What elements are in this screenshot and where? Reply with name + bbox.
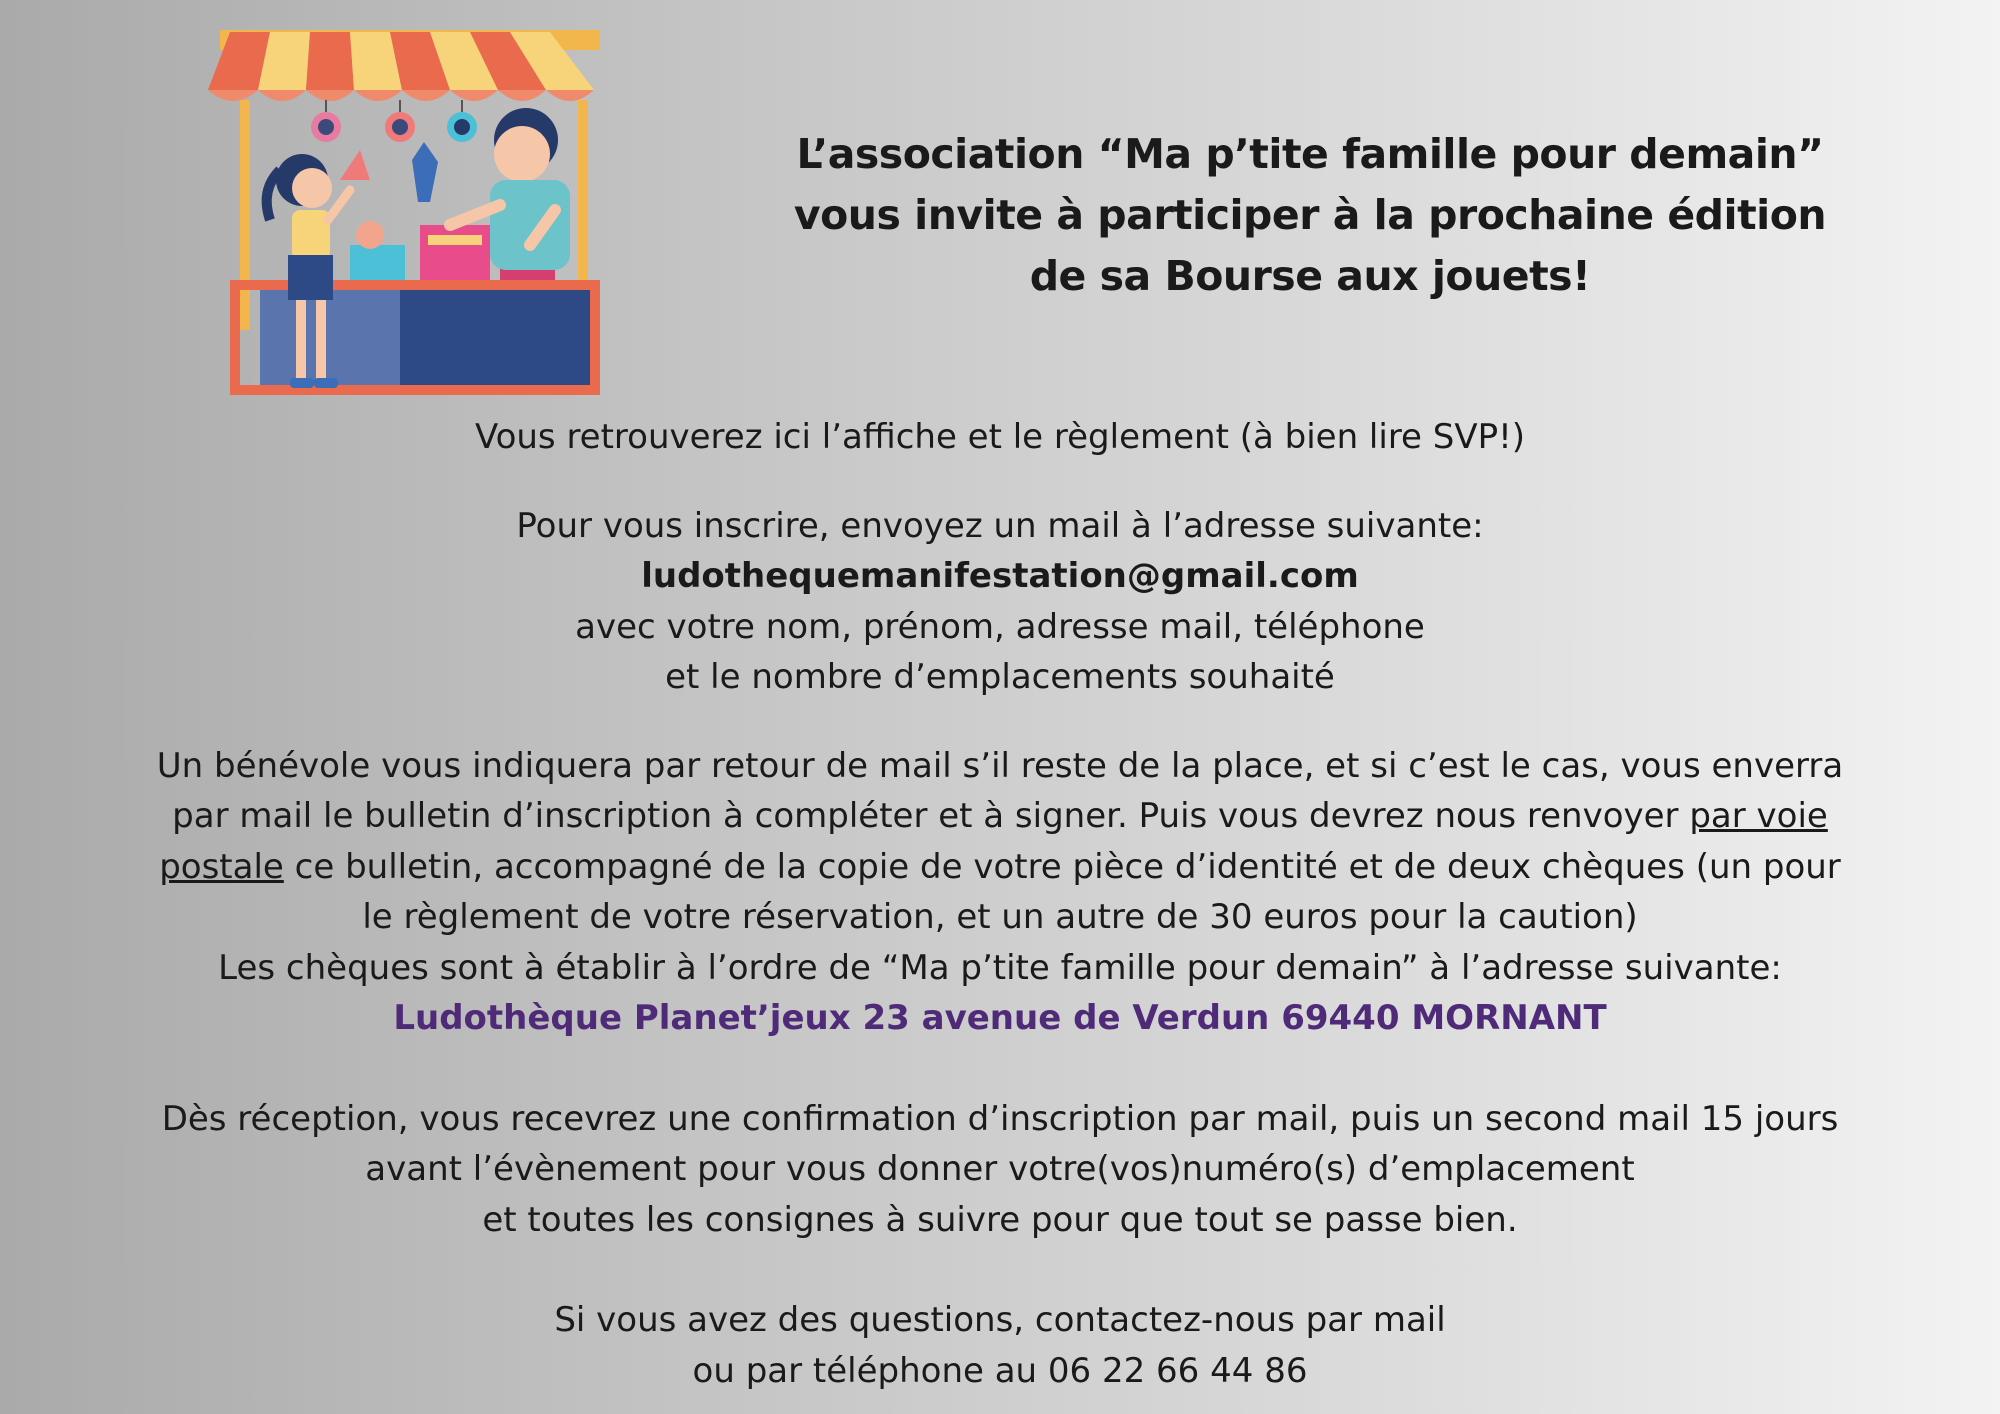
toy-stall-illustration-icon [200, 30, 600, 400]
process-line-2 [80, 791, 1920, 842]
main-content [80, 412, 1920, 1396]
process-line-1: Un bénévole vous indiquera par retour de mail s’il reste de la place, et si c’est le cas, vous enverra [156, 745, 1844, 786]
underlined-par-voie: par voie [1689, 796, 1828, 836]
registration-line-1: Pour vous inscrire, envoyez un mail à l’adresse suivante: [516, 505, 1484, 546]
process-line-4: le règlement de votre réservation, et un autre de 30 euros pour la caution) [362, 897, 1638, 937]
confirmation-line-1: Dès réception, vous recevrez une confirmation d’inscription par mail, puis un second mail 15 jours [161, 1098, 1839, 1139]
postal-address: Ludothèque Planet’jeux 23 avenue de Verdun 69440 MORNANT [393, 998, 1607, 1038]
registration-line-2: avec votre nom, prénom, adresse mail, téléphone [575, 606, 1425, 647]
registration-paragraph [80, 501, 1920, 703]
process-line-5: Les chèques sont à établir à l’ordre de “Ma p’tite famille pour demain” à l’adresse suivante: [218, 947, 1782, 988]
contact-line-1: Si vous avez des questions, contactez-nous par mail [554, 1300, 1446, 1340]
process-line-3-text: ce bulletin, accompagné de la copie de votre pièce d’identité et de deux chèques (un pour [283, 846, 1841, 887]
registration-line-3: et le nombre d’emplacements souhaité [665, 657, 1335, 697]
process-line-2-text: par mail le bulletin d’inscription à compléter et à signer. Puis vous devrez nous renvoyer [172, 796, 1690, 836]
process-line-3 [80, 842, 1920, 893]
confirmation-paragraph [80, 1094, 1920, 1246]
intro-paragraph [80, 412, 1920, 463]
confirmation-line-2: avant l’évènement pour vous donner votre(vos)numéro(s) d’emplacement [365, 1149, 1635, 1189]
underlined-postale: postale [159, 846, 284, 887]
confirmation-line-3: et toutes les consignes à suivre pour que tout se passe bien. [482, 1199, 1518, 1240]
process-paragraph [80, 741, 1920, 1044]
intro-line: Vous retrouverez ici l’affiche et le règlement (à bien lire SVP!) [474, 417, 1526, 457]
registration-email[interactable]: ludothequemanifestation@gmail.com [641, 556, 1359, 596]
heading-line-3: de sa Bourse aux jouets! [1029, 252, 1591, 300]
contact-paragraph [80, 1295, 1920, 1396]
contact-line-2: ou par téléphone au 06 22 66 44 86 [692, 1350, 1308, 1391]
heading-line-1: L’association “Ma p’tite famille pour demain” [796, 130, 1824, 178]
heading-line-2: vous invite à participer à la prochaine édition [793, 191, 1827, 239]
invitation-heading [730, 124, 1890, 307]
